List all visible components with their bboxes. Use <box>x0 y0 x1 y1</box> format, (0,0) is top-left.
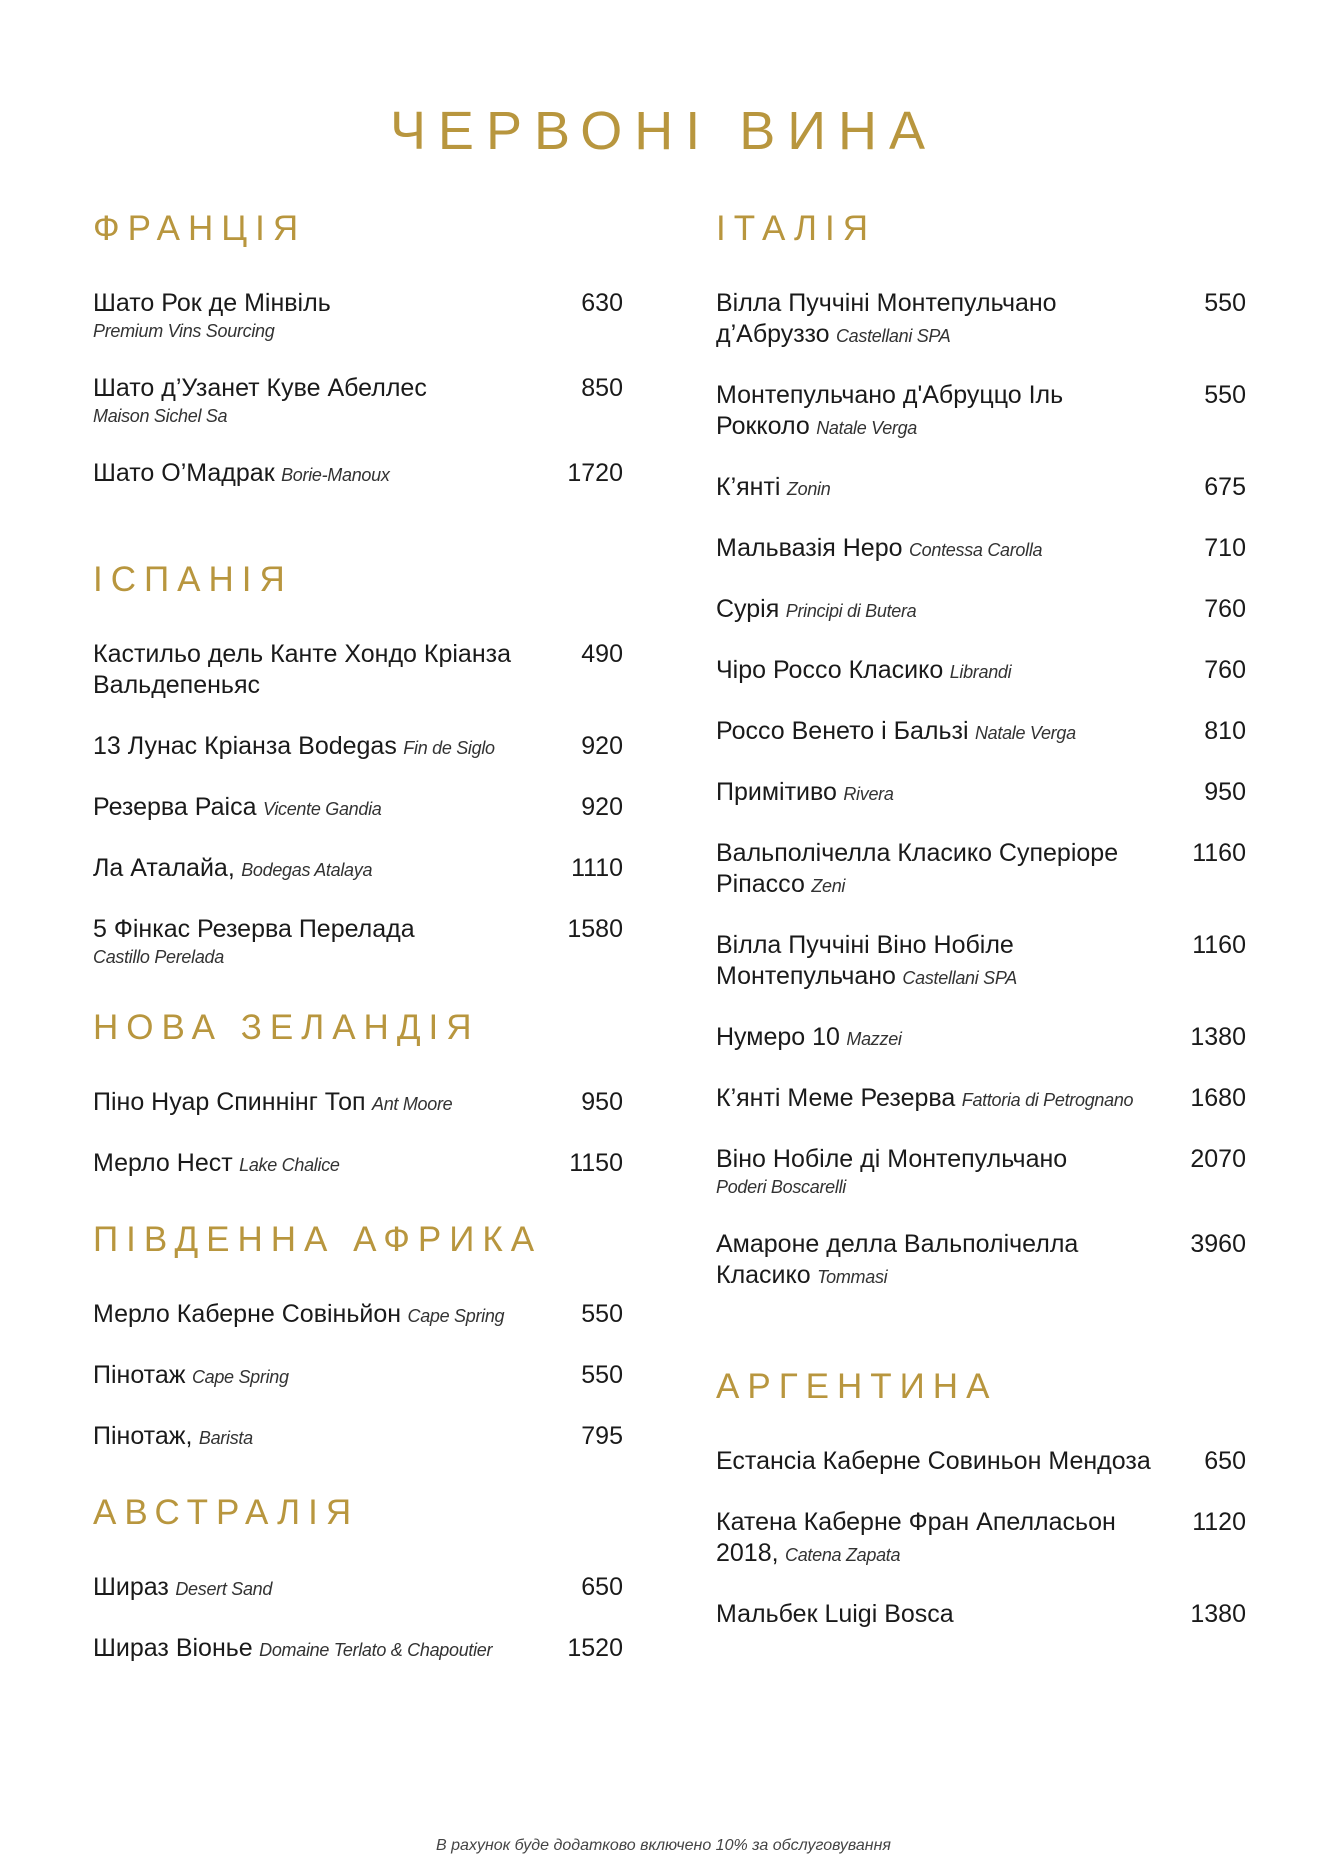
wine-producer: Vicente Gandia <box>262 799 382 819</box>
section-title: ПІВДЕННА АФРИКА <box>93 1220 543 1259</box>
wine-price: 630 <box>581 289 623 317</box>
wine-producer: Castellani SPA <box>902 968 1017 988</box>
wine-name: Вальполічелла Класико Суперіоре Ріпассо <box>716 839 1119 898</box>
wine-item <box>93 1633 623 1664</box>
wine-producer: Natale Verga <box>816 418 918 438</box>
wine-item <box>716 777 1246 808</box>
wine-name: Монтепульчано д'Абруццо Іль Рокколо <box>716 381 1064 440</box>
wine-producer: Borie-Manoux <box>281 465 390 485</box>
wine-price: 1580 <box>567 915 623 943</box>
section-title: ІТАЛІЯ <box>716 209 877 248</box>
section-title: АВСТРАЛІЯ <box>93 1493 360 1532</box>
left-column <box>93 208 623 1694</box>
wine-item <box>716 1229 1246 1291</box>
wine-item <box>716 1022 1246 1053</box>
wine-producer: Barista <box>198 1428 253 1448</box>
wine-producer: Rivera <box>843 784 894 804</box>
wine-item <box>93 1299 623 1330</box>
wine-producer: Principi di Butera <box>785 601 917 621</box>
wine-name: Мерло Нест <box>93 1149 233 1177</box>
wine-name: Резерва Раіса <box>93 793 257 821</box>
section-title: ФРАНЦІЯ <box>93 209 307 248</box>
wine-name: Мальбек Luigi Bosca <box>716 1600 954 1628</box>
wine-section <box>93 1007 623 1179</box>
wine-item <box>93 1087 623 1118</box>
wine-name: Нумеро 10 <box>716 1023 840 1051</box>
wine-item <box>716 716 1246 747</box>
wine-name: Віно Нобіле ді Монтепульчано <box>716 1145 1068 1173</box>
wine-price: 3960 <box>1190 1230 1246 1258</box>
wine-price: 810 <box>1204 717 1246 745</box>
wine-producer: Castellani SPA <box>835 326 951 346</box>
wine-producer: Ant Moore <box>372 1094 453 1114</box>
wine-price: 1160 <box>1192 839 1246 867</box>
wine-item <box>716 1144 1246 1199</box>
wine-producer: Premium Vins Sourcing <box>93 321 275 341</box>
wine-producer: Natale Verga <box>974 723 1076 743</box>
wine-price: 920 <box>581 793 623 821</box>
wine-producer: Domaine Terlato & Chapoutier <box>259 1640 493 1660</box>
wine-name: Мальвазія Неро <box>716 534 903 562</box>
wine-name: Кастильо дель Канте Хондо Крiанза Вальдепеньяс <box>93 640 511 699</box>
wine-name: К’янті Меме Резерва <box>716 1084 956 1112</box>
wine-name: К’янті <box>716 473 781 501</box>
wine-name: Катена Каберне Фран Апелласьон 2018, <box>716 1508 1116 1567</box>
wine-name: Чіро Россо Класико <box>716 656 944 684</box>
section-title: ІСПАНІЯ <box>93 560 293 599</box>
wine-item <box>716 472 1246 503</box>
wine-price: 650 <box>581 1573 623 1601</box>
wine-price: 1120 <box>1192 1508 1246 1536</box>
wine-section <box>93 208 623 489</box>
wine-item <box>716 838 1246 900</box>
wine-item <box>93 288 623 343</box>
wine-price: 550 <box>1204 289 1246 317</box>
wine-producer: Contessa Carolla <box>908 540 1043 560</box>
wine-item <box>716 1446 1246 1477</box>
wine-producer: Tommasi <box>817 1267 888 1287</box>
wine-item <box>716 1599 1246 1630</box>
wine-name: Вілла Пуччіні Віно Нобіле Монтепульчано <box>716 931 1014 990</box>
wine-producer: Fattoria di Petrognano <box>961 1090 1134 1110</box>
wine-name: Амароне делла Вальполічелла Класико <box>716 1230 1079 1289</box>
wine-price: 1150 <box>569 1149 623 1177</box>
wine-price: 650 <box>1204 1447 1246 1475</box>
wine-name: Россо Венето і Бальзі <box>716 717 969 745</box>
wine-producer: Mazzei <box>846 1029 902 1049</box>
wine-name: Шато Рок де Мінвіль <box>93 289 331 317</box>
wine-price: 950 <box>1204 778 1246 806</box>
wine-price: 920 <box>581 732 623 760</box>
wine-producer: Cape Spring <box>407 1306 505 1326</box>
wine-name: Примітиво <box>716 778 837 806</box>
wine-item <box>93 373 623 428</box>
wine-item <box>716 288 1246 350</box>
wine-item <box>716 655 1246 686</box>
wine-item <box>93 639 623 701</box>
wine-producer: Zonin <box>786 479 831 499</box>
wine-producer: Zeni <box>811 876 846 896</box>
wine-item <box>93 853 623 884</box>
wine-name: Вілла Пуччіні Монтепульчано д’Абруззо <box>716 289 1057 348</box>
section-title: НОВА ЗЕЛАНДІЯ <box>93 1008 480 1047</box>
wine-producer: Desert Sand <box>175 1579 273 1599</box>
right-column <box>716 208 1246 1660</box>
wine-name: Пінотаж <box>93 1361 186 1389</box>
wine-producer: Lake Chalice <box>239 1155 340 1175</box>
wine-item <box>716 594 1246 625</box>
wine-price: 1520 <box>567 1634 623 1662</box>
wine-item <box>716 930 1246 992</box>
wine-producer: Catena Zapata <box>785 1545 901 1565</box>
wine-name: Пінотаж, <box>93 1422 193 1450</box>
wine-section <box>716 208 1246 1291</box>
wine-producer: Cape Spring <box>191 1367 289 1387</box>
wine-section <box>93 1492 623 1664</box>
wine-name: Мерло Каберне Совіньйон <box>93 1300 402 1328</box>
wine-price: 675 <box>1204 473 1246 501</box>
wine-item <box>93 731 623 762</box>
wine-price: 490 <box>581 640 623 668</box>
wine-producer: Librandi <box>949 662 1012 682</box>
wine-name: 13 Лунас Кріанза Bodegas <box>93 732 397 760</box>
wine-producer: Maison Sichel Sa <box>93 406 228 426</box>
wine-section <box>93 559 623 969</box>
wine-price: 710 <box>1204 534 1246 562</box>
wine-item <box>93 1572 623 1603</box>
wine-price: 550 <box>1204 381 1246 409</box>
wine-price: 1380 <box>1190 1600 1246 1628</box>
wine-item <box>93 914 623 969</box>
wine-name: Шираз Віонье <box>93 1634 253 1662</box>
wine-producer: Bodegas Atalaya <box>241 860 373 880</box>
wine-price: 1720 <box>567 459 623 487</box>
wine-name: Естансіа Каберне Совиньон Мендоза <box>716 1447 1151 1475</box>
wine-item <box>93 1360 623 1391</box>
wine-producer: Fin de Siglo <box>403 738 495 758</box>
wine-item <box>93 458 623 489</box>
wine-name: Шираз <box>93 1573 169 1601</box>
wine-price: 850 <box>581 374 623 402</box>
wine-producer: Poderi Boscarelli <box>716 1177 846 1197</box>
wine-price: 2070 <box>1190 1145 1246 1173</box>
wine-price: 550 <box>581 1300 623 1328</box>
wine-price: 1110 <box>571 854 623 882</box>
wine-price: 1680 <box>1190 1084 1246 1112</box>
wine-price: 550 <box>581 1361 623 1389</box>
wine-price: 1160 <box>1192 931 1246 959</box>
wine-price: 1380 <box>1190 1023 1246 1051</box>
wine-name: Піно Нуар Спиннінг Топ <box>93 1088 366 1116</box>
service-charge-note: В рахунок буде додатково включено 10% за обслуговування <box>436 1837 891 1854</box>
wine-name: 5 Фінкас Резерва Перелада <box>93 915 415 943</box>
wine-price: 950 <box>581 1088 623 1116</box>
wine-producer: Castillo Perelada <box>93 947 224 967</box>
wine-price: 795 <box>581 1422 623 1450</box>
wine-item <box>716 380 1246 442</box>
section-title: АРГЕНТИНА <box>716 1367 998 1406</box>
wine-item <box>716 1083 1246 1114</box>
page-title: ЧЕРВОНІ ВИНА <box>389 101 938 161</box>
wine-name: Шато О’Мадрак <box>93 459 275 487</box>
wine-section <box>716 1366 1246 1630</box>
wine-section <box>93 1219 623 1452</box>
wine-item <box>93 1148 623 1179</box>
wine-name: Шато д’Узанет Куве Абеллес <box>93 374 427 402</box>
wine-item <box>716 1507 1246 1569</box>
wine-price: 760 <box>1204 595 1246 623</box>
wine-item <box>93 792 623 823</box>
wine-name: Сурія <box>716 595 780 623</box>
wine-name: Ла Аталайа, <box>93 854 235 882</box>
wine-item <box>716 533 1246 564</box>
wine-price: 760 <box>1204 656 1246 684</box>
wine-item <box>93 1421 623 1452</box>
